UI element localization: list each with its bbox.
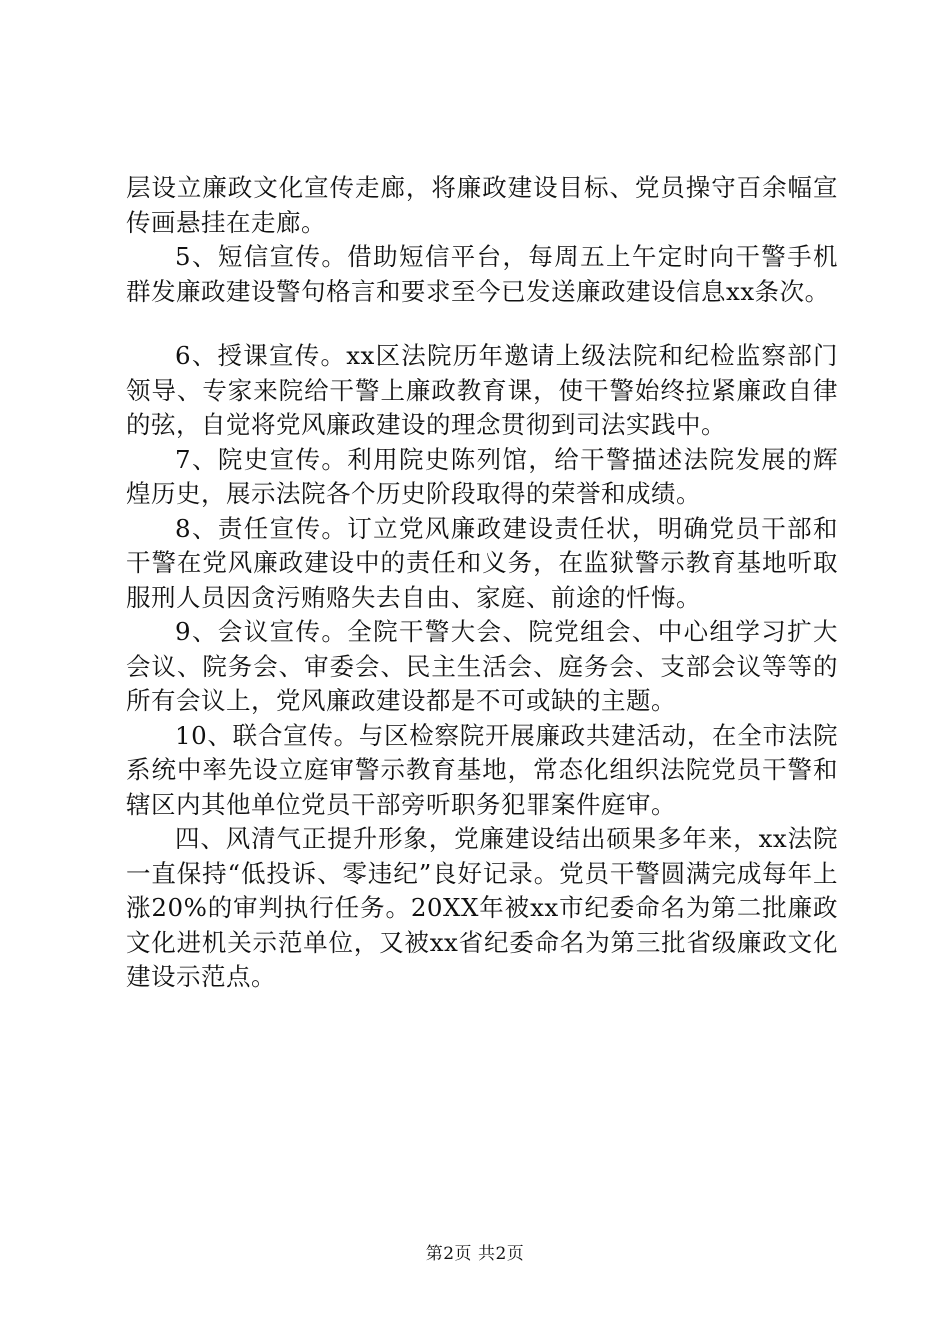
paragraph-meeting-publicity: 9、会议宣传。全院干警大会、院党组会、中心组学习扩大会议、院务会、审委会、民主生活会、庭务会、支部会议等等的所有会议上，党风廉政建设都是不可或缺的主题。 [126, 617, 838, 715]
paragraph-joint-publicity: 10、联合宣传。与区检察院开展廉政共建活动，在全市法院系统中率先设立庭审警示教育基地，常态化组织法院党员干警和辖区内其他单位党员干部旁听职务犯罪案件庭审。 [126, 720, 838, 819]
paragraph-gap [126, 309, 838, 339]
paragraph-history-publicity: 7、院史宣传。利用院史陈列馆，给干警描述法院发展的辉煌历史，展示法院各个历史阶段取得的荣誉和成绩。 [126, 444, 838, 508]
paragraph-sms-publicity: 5、短信宣传。借助短信平台，每周五上午定时向干警手机群发廉政建设警句格言和要求至今已发送廉政建设信息xx条次。 [126, 242, 838, 306]
paragraph-section-four: 四、风清气正提升形象，党廉建设结出硕果多年来，xx法院一直保持“低投诉、零违纪”良好记录。党员干警圆满完成每年上涨20%的审判执行任务。20XX年被xx市纪委命名为第二批廉政文化进机关示范单位，又被xx省纪委命名为第三批省级廉政文化建设示范点。 [126, 824, 838, 991]
paragraph-lecture-publicity: 6、授课宣传。xx区法院历年邀请上级法院和纪检监察部门领导、专家来院给干警上廉政教育课，使干警始终拉紧廉政自律的弦，自觉将党风廉政建设的理念贯彻到司法实践中。 [126, 341, 838, 439]
paragraph-responsibility-publicity: 8、责任宣传。订立党风廉政建设责任状，明确党员干部和干警在党风廉政建设中的责任和义务，在监狱警示教育基地听取服刑人员因贪污贿赂失去自由、家庭、前途的忏悔。 [126, 513, 838, 612]
document-body [126, 171, 838, 995]
paragraph-continuation: 层设立廉政文化宣传走廊，将廉政建设目标、党员操守百余幅宣传画悬挂在走廊。 [126, 173, 838, 237]
page-footer: 第2页 共2页 [425, 1244, 525, 1264]
